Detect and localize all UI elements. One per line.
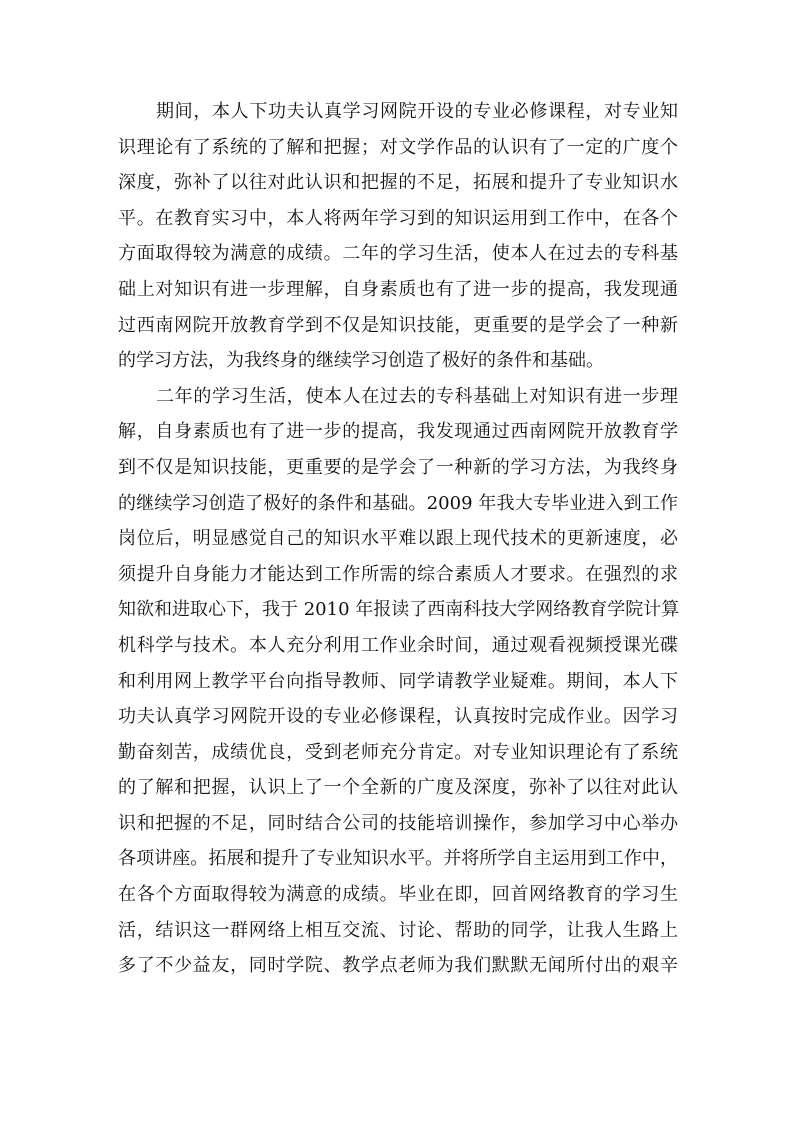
- paragraph-1-line-7: 过西南网院开放教育学到不仅是知识技能，更重要的是学会了一种新: [118, 314, 678, 336]
- paragraph-2-line-13: 识和把握的不足，同时结合公司的技能培训操作，参加学习中心举办: [118, 812, 678, 834]
- paragraph-2-line-7: 知欲和进取心下，我于 2010 年报读了西南科技大学网络教育学院计算: [118, 599, 680, 621]
- paragraph-1-line-1: 期间，本人下功夫认真学习网院开设的专业必修课程，对专业知: [156, 101, 678, 122]
- paragraph-1-line-2: 识理论有了系统的了解和把握；对文学作品的认识有了一定的广度个: [118, 136, 678, 158]
- paragraph-1-line-8: 的学习方法，为我终身的继续学习创造了极好的条件和基础。: [118, 350, 604, 372]
- paragraph-2-line-15: 在各个方面取得较为满意的成绩。毕业在即，回首网络教育的学习生: [118, 884, 678, 906]
- document-body: [118, 94, 678, 984]
- paragraph-1-line-6: 础上对知识有进一步理解，自身素质也有了进一步的提高，我发现通: [118, 278, 678, 300]
- paragraph-2-line-16: 活，结识这一群网络上相互交流、讨论、帮助的同学，让我人生路上: [118, 919, 678, 941]
- paragraph-2-line-4: 的继续学习创造了极好的条件和基础。2009 年我大专毕业进入到工作: [118, 492, 678, 514]
- paragraph-2-line-14: 各项讲座。拓展和提升了专业知识水平。并将所学自主运用到工作中，: [118, 848, 678, 870]
- paragraph-2-line-6: 须提升自身能力才能达到工作所需的综合素质人才要求。在强烈的求: [118, 563, 678, 585]
- paragraph-2-line-8: 机科学与技术。本人充分利用工作业余时间，通过观看视频授课光碟: [118, 634, 678, 656]
- paragraph-2-line-11: 勤奋刻苦，成绩优良，受到老师充分肯定。对专业知识理论有了系统: [118, 741, 678, 763]
- paragraph-2-line-1: 二年的学习生活，使本人在过去的专科基础上对知识有进一步理: [156, 385, 678, 407]
- paragraph-2-line-2: 解，自身素质也有了进一步的提高，我发现通过西南网院开放教育学: [118, 421, 678, 443]
- paragraph-2-line-3: 到不仅是知识技能，更重要的是学会了一种新的学习方法，为我终身: [118, 456, 678, 478]
- paragraph-1-line-5: 方面取得较为满意的成绩。二年的学习生活，使本人在过去的专科基: [118, 243, 678, 265]
- paragraph-2-line-5: 岗位后，明显感觉自己的知识水平难以跟上现代技术的更新速度，必: [118, 528, 678, 550]
- paragraph-1-line-4: 平。在教育实习中，本人将两年学习到的知识运用到工作中，在各个: [118, 207, 678, 229]
- paragraph-1-line-3: 深度，弥补了以往对此认识和把握的不足，拓展和提升了专业知识水: [118, 172, 678, 194]
- paragraph-2-line-9: 和利用网上教学平台向指导教师、同学请教学业疑难。期间，本人下: [118, 670, 678, 692]
- paragraph-2-line-17: 多了不少益友，同时学院、教学点老师为我们默默无闻所付出的艰辛: [118, 955, 678, 977]
- paragraph-2-line-12: 的了解和把握，认识上了一个全新的广度及深度，弥补了以往对此认: [118, 777, 678, 799]
- paragraph-2-line-10: 功夫认真学习网院开设的专业必修课程，认真按时完成作业。因学习: [118, 706, 678, 728]
